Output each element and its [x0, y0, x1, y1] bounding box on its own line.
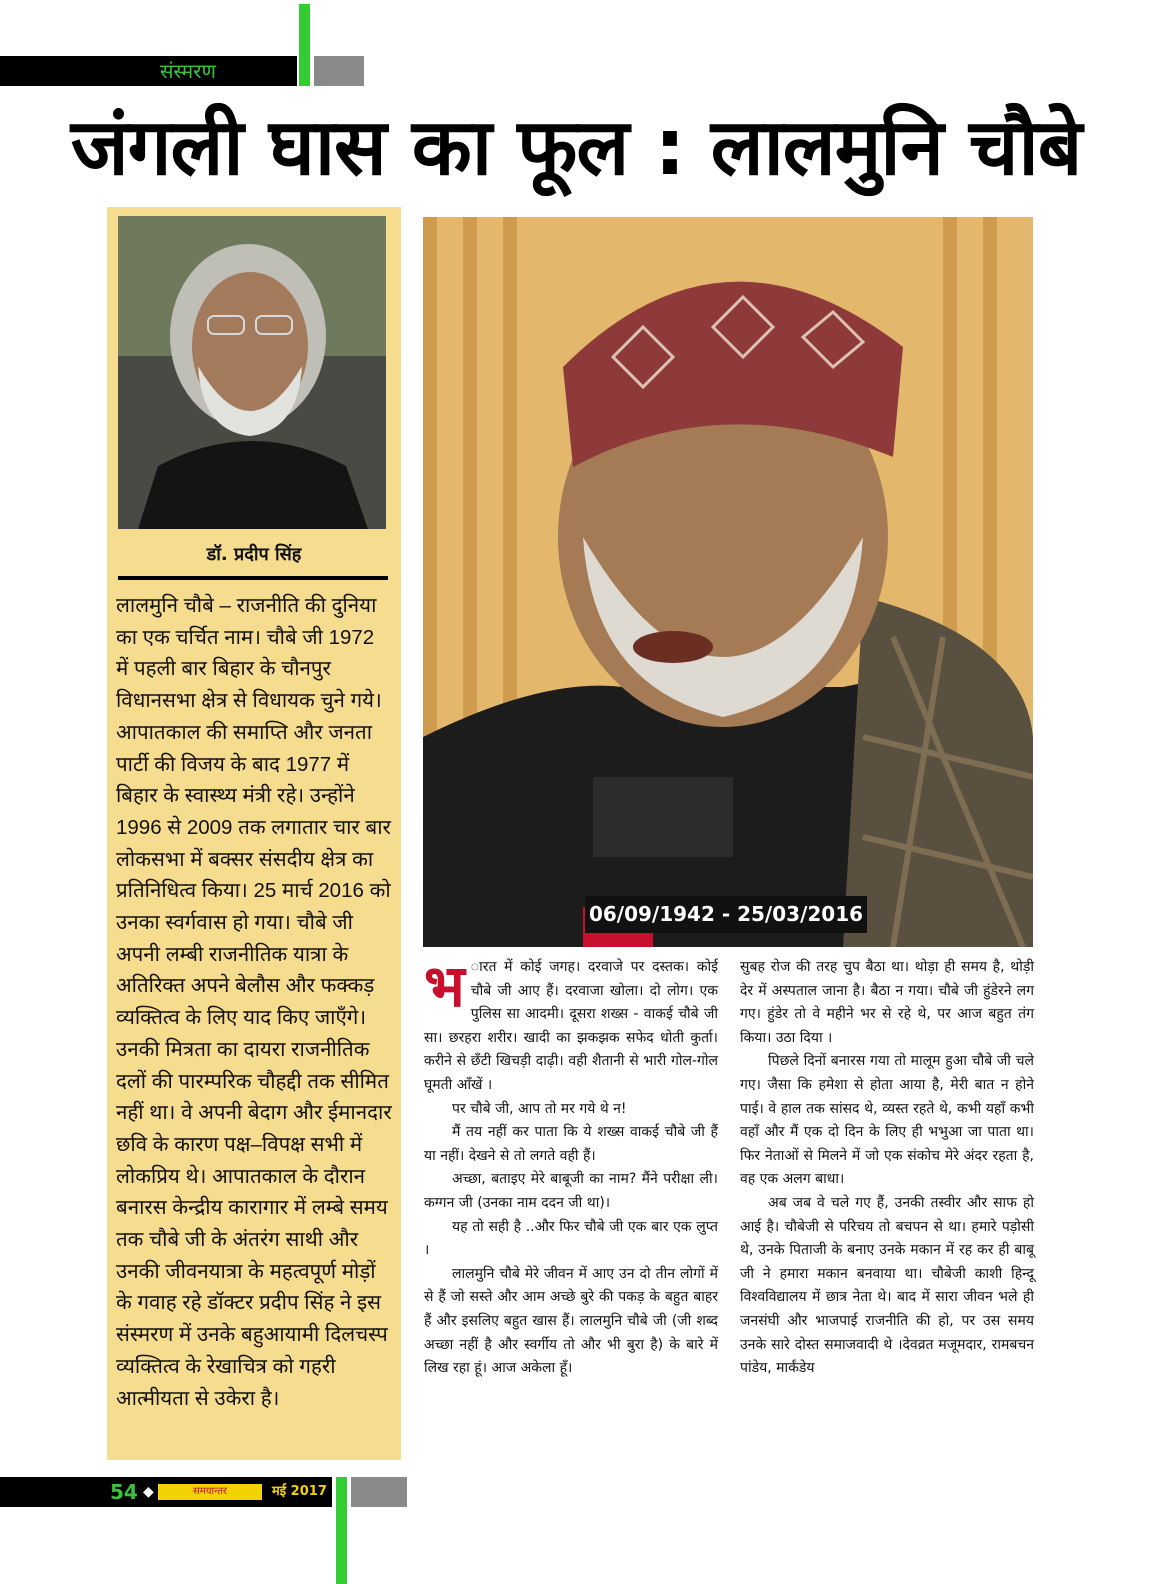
paragraph: पर चौबे जी, आप तो मर गये थे न! [452, 1100, 627, 1117]
paragraph: यह तो सही है ..और फिर चौबे जी एक बार एक लुप्त । [424, 1218, 718, 1259]
section-label: संस्मरण [160, 59, 216, 83]
paragraph: अब जब वे चले गए हैं, उनकी तस्वीर और साफ हो आई है। चौबेजी से परिचय तो बचपन से था। हमारे पड़ोसी थे, उनके पिताजी के बनाए उनके मकान में रह कर ही बाबू जी ने हमारा मकान बनवाया था। चौबेजी काशी हिन्दू विश्वविद्यालय में छात्र नेता थे। बाद में सारा जीवन भले ही जनसंघी और भाजपाई राजनीति की हो, पर उस समय उनके सारे दोस्त समाजवादी थे ।देवव्रत मजूमदार, रामबचन पांडेय, मार्कंडेय [740, 1194, 1034, 1377]
author-name: डॉ. प्रदीप सिंह [206, 544, 302, 565]
magazine-logo: समयान्तर [158, 1484, 262, 1500]
author-photo [118, 216, 386, 529]
divider [118, 576, 388, 580]
paragraph: लालमुनि चौबे मेरे जीवन में आए उन दो तीन लोगों में से हैं जो सस्ते और आम अच्छे बुरे की पकड़ के बहुत बाहर हैं और इसलिए बहुत खास हैं। लालमुनि चौबे जी (जी शब्द अच्छा नहीं है और स्वर्गीय तो और भी बुरा है) के बारे में लिख रहा हूं। आज अकेला हूँ। [424, 1265, 718, 1377]
paragraph: ारत में कोई जगह। दरवाजे पर दस्तक। कोई चौबे जी आए हैं। दरवाजा खोला। दो लोग। एक पुलिस सा आदमी। दूसरा शख्स - वाकई चौबे जी सा। छरहरा शरीर। खादी का झकझक सफेद धोती कुर्ता। करीने से छँटी खिचड़ी दाढ़ी। वही शैतानी से भारी गोल-गोल घूमती आँखें । [424, 959, 718, 1093]
article-column-2 [740, 956, 1034, 1381]
paragraph: मैं तय नहीं कर पाता कि ये शख्स वाकई चौबे जी हैं या नहीं। देखने से तो लगते वही हैं। [424, 1124, 718, 1164]
header-accent-bar [299, 4, 310, 86]
paragraph: सुबह रोज की तरह चुप बैठा था। थोड़ा ही समय है, थोड़ी देर में अस्पताल जाना है। बैठा न गया। चौबे जी हुंडेरने लग गए। हुंडेर तो वे महीने भर से रहे थे, पर आज बहुत तंग किया। उठा दिया । [740, 959, 1034, 1046]
header-gray-block [314, 56, 364, 86]
footer-separator: ◆ [143, 1484, 154, 1500]
article-title: जंगली घास का फूल : लालमुनि चौबे [70, 103, 1082, 193]
article-column-1 [424, 952, 718, 1381]
header-bar [0, 56, 297, 86]
life-dates-caption: 06/09/1942 - 25/03/2016 [585, 896, 867, 933]
footer-accent-bar [336, 1477, 347, 1584]
page-number: 54 [110, 1480, 138, 1504]
issue-date: मई 2017 [272, 1484, 327, 1499]
footer-gray-block [351, 1477, 407, 1507]
paragraph: पिछले दिनों बनारस गया तो मालूम हुआ चौबे जी चले गए। जैसा कि हमेशा से होता आया है, मेरी बात न होने पाई। वे हाल तक सांसद थे, व्यस्त रहते थे, कभी यहाँ कभी वहाँ और मैं एक दो दिन के लिए ही भभुआ जा पाता था। फिर नेताओं से मिलने में जो एक संकोच मेरे अंदर रहता है, वह एक अलग बाधा। [740, 1053, 1034, 1188]
paragraph: अच्छा, बताइए मेरे बाबूजी का नाम? मैंने परीक्षा ली। कग्गन जी (उनका नाम ददन जी था)। [424, 1171, 718, 1211]
subject-photo [423, 217, 1033, 947]
drop-cap: भ [424, 952, 465, 1020]
intro-text: लालमुनि चौबे – राजनीति की दुनिया का एक चर्चित नाम। चौबे जी 1972 में पहली बार बिहार के चौनपुर विधानसभा क्षेत्र से विधायक चुने गये। आपातकाल की समाप्ति और जनता पार्टी की विजय के बाद 1977 में बिहार के स्वास्थ्य मंत्री रहे। उन्होंने 1996 से 2009 तक लगातार चार बार लोकसभा में बक्सर संसदीय क्षेत्र का प्रतिनिधित्व किया। 25 मार्च 2016 को उनका स्वर्गवास हो गया। चौबे जी अपनी लम्बी राजनीतिक यात्रा के अतिरिक्त अपने बेलौस और फक्कड़ व्यक्तित्व के लिए याद किए जाएँगे। उनकी मित्रता का दायरा राजनीतिक दलों की पारम्परिक चौहद्दी तक सीमित नहीं था। वे अपनी बेदाग और ईमानदार छवि के कारण पक्ष–विपक्ष सभी में लोकप्रिय थे। आपातकाल के दौरान बनारस केन्द्रीय कारागार में लम्बे समय तक चौबे जी के अंतरंग साथी और उनकी जीवनयात्रा के महत्वपूर्ण मोड़ों के गवाह रहे डॉक्टर प्रदीप सिंह ने इस संस्मरण में उनके बहुआयामी दिलचस्प व्यक्तित्व के रेखाचित्र को गहरी आत्मीयता से उकेरा है। [116, 594, 392, 1410]
